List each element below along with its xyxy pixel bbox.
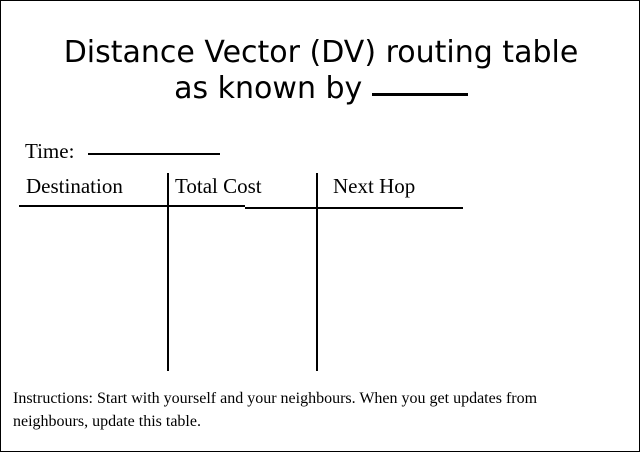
title-line-2-text: as known by bbox=[174, 71, 363, 106]
time-label: Time: bbox=[25, 139, 75, 163]
column-header-next-hop: Next Hop bbox=[333, 174, 416, 198]
title-line-1: Distance Vector (DV) routing table bbox=[63, 35, 579, 70]
instructions-text: Instructions: Start with yourself and your neighbours. When you get updates from neighbours, update this table. bbox=[13, 390, 538, 430]
column-divider-1 bbox=[167, 173, 169, 371]
column-header-total-cost: Total Cost bbox=[175, 174, 262, 198]
title-line-2 bbox=[1, 71, 640, 107]
column-header-destination: Destination bbox=[26, 174, 123, 198]
page-title bbox=[1, 35, 640, 107]
header-rule-right bbox=[245, 207, 463, 209]
router-name-blank[interactable] bbox=[372, 93, 468, 96]
column-divider-2 bbox=[316, 173, 318, 371]
routing-table bbox=[19, 173, 463, 371]
header-rule-left bbox=[19, 205, 245, 207]
time-row bbox=[25, 139, 220, 163]
time-blank[interactable] bbox=[88, 153, 220, 155]
